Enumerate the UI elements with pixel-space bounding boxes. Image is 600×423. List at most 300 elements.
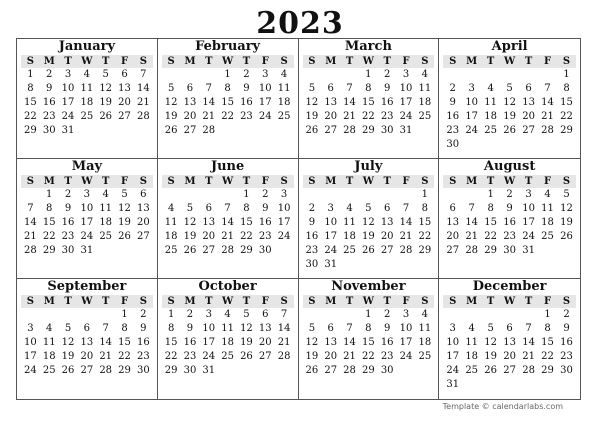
- day-cell: 27: [258, 351, 272, 362]
- month-august: [439, 159, 580, 279]
- day-cell: 1: [487, 189, 494, 200]
- day-cell: 10: [399, 323, 413, 334]
- month-september: [17, 279, 158, 399]
- empty-cell: [21, 308, 40, 322]
- weekday-label: T: [101, 56, 110, 67]
- weekday-label: T: [64, 296, 72, 307]
- weekday-label: T: [383, 296, 391, 307]
- weekday-label: W: [504, 56, 516, 67]
- empty-cell: [96, 308, 115, 322]
- day-cell: 11: [80, 83, 94, 94]
- day-cell: 2: [243, 69, 250, 80]
- weekday-label: T: [64, 56, 72, 67]
- weekday-label: T: [524, 176, 533, 187]
- weekday-label: T: [64, 176, 72, 187]
- day-cell: 9: [506, 203, 513, 214]
- day-cell: 4: [421, 69, 429, 80]
- empty-cell: [443, 188, 462, 202]
- day-cell: 4: [224, 309, 231, 320]
- weekday-label: W: [362, 176, 374, 187]
- day-cell: 2: [449, 83, 456, 94]
- day-cell: 5: [487, 323, 494, 334]
- day-cell: 22: [118, 351, 131, 362]
- empty-cell: [397, 188, 416, 202]
- month-name: February: [195, 39, 261, 54]
- day-cell: 7: [102, 323, 109, 334]
- day-cell: 31: [522, 245, 535, 256]
- day-grid: [162, 308, 294, 378]
- day-cell: 22: [164, 351, 178, 362]
- weekday-label: S: [167, 176, 175, 187]
- empty-cell: [321, 188, 340, 202]
- weekday-label: F: [261, 296, 269, 307]
- day-cell: 20: [446, 231, 460, 242]
- day-cell: 2: [308, 203, 316, 214]
- weekday-header-row: [162, 295, 294, 308]
- weekday-label: S: [562, 176, 571, 187]
- day-cell: 17: [61, 97, 75, 108]
- empty-cell: [303, 308, 322, 322]
- day-cell: 27: [446, 245, 460, 256]
- day-cell: 19: [164, 111, 178, 122]
- day-grid: [162, 188, 294, 258]
- day-cell: 5: [64, 323, 72, 334]
- day-cell: 2: [64, 189, 72, 200]
- day-cell: 8: [365, 323, 372, 334]
- day-cell: 13: [118, 83, 131, 94]
- weekday-label: F: [120, 56, 129, 67]
- day-cell: 9: [449, 97, 456, 108]
- day-cell: 12: [362, 217, 375, 228]
- day-cell: 1: [365, 309, 372, 320]
- weekday-label: F: [543, 296, 552, 307]
- day-grid: [443, 68, 576, 152]
- day-cell: 10: [465, 97, 479, 108]
- day-cell: 8: [46, 203, 53, 214]
- weekday-label: S: [280, 296, 288, 307]
- day-cell: 25: [164, 245, 178, 256]
- day-cell: 19: [362, 231, 375, 242]
- day-cell: 4: [46, 323, 53, 334]
- weekday-label: F: [402, 176, 410, 187]
- day-cell: 4: [102, 189, 109, 200]
- weekday-label: M: [43, 296, 55, 307]
- weekday-label: M: [184, 176, 196, 187]
- day-cell: 25: [221, 351, 234, 362]
- day-cell: 21: [522, 351, 535, 362]
- day-cell: 19: [305, 351, 319, 362]
- weekday-label: S: [308, 56, 316, 67]
- day-cell: 16: [446, 111, 460, 122]
- day-cell: 29: [24, 125, 37, 136]
- weekday-label: S: [449, 296, 457, 307]
- empty-cell: [462, 68, 481, 82]
- day-cell: 23: [305, 245, 319, 256]
- day-cell: 21: [202, 111, 216, 122]
- month-name: June: [210, 159, 245, 174]
- day-cell: 13: [183, 97, 197, 108]
- day-cell: 23: [380, 111, 394, 122]
- day-cell: 22: [418, 231, 432, 242]
- weekday-label: M: [466, 296, 478, 307]
- weekday-header-row: [443, 295, 576, 308]
- day-cell: 23: [560, 351, 573, 362]
- day-cell: 26: [362, 245, 375, 256]
- day-cell: 24: [522, 231, 535, 242]
- day-cell: 6: [327, 83, 334, 94]
- weekday-header-row: [303, 295, 435, 308]
- day-cell: 27: [183, 125, 197, 136]
- weekday-label: T: [345, 176, 354, 187]
- day-cell: 31: [80, 245, 94, 256]
- weekday-header-row: [162, 175, 294, 188]
- day-cell: 18: [164, 231, 178, 242]
- day-cell: 18: [418, 337, 432, 348]
- day-cell: 17: [24, 351, 37, 362]
- day-cell: 3: [525, 189, 532, 200]
- day-cell: 3: [205, 309, 212, 320]
- day-cell: 21: [277, 337, 291, 348]
- weekday-label: W: [504, 176, 516, 187]
- day-cell: 15: [418, 217, 432, 228]
- day-cell: 6: [121, 69, 128, 80]
- day-cell: 13: [446, 217, 460, 228]
- weekday-label: S: [562, 296, 571, 307]
- day-cell: 12: [560, 203, 573, 214]
- day-cell: 28: [343, 125, 356, 136]
- day-cell: 20: [183, 111, 197, 122]
- day-cell: 24: [24, 365, 37, 376]
- day-cell: 5: [102, 69, 109, 80]
- day-cell: 26: [560, 231, 573, 242]
- day-cell: 12: [484, 337, 498, 348]
- month-name: July: [354, 159, 383, 174]
- month-july: [299, 159, 440, 279]
- day-cell: 23: [258, 231, 272, 242]
- day-cell: 9: [64, 203, 72, 214]
- day-cell: 6: [140, 189, 147, 200]
- day-cell: 7: [402, 203, 410, 214]
- empty-cell: [340, 68, 359, 82]
- day-cell: 6: [205, 203, 212, 214]
- day-cell: 2: [384, 69, 391, 80]
- day-cell: 30: [183, 365, 197, 376]
- weekday-header-row: [443, 55, 576, 68]
- day-cell: 14: [277, 323, 291, 334]
- day-cell: 15: [42, 217, 56, 228]
- day-cell: 1: [27, 69, 34, 80]
- day-cell: 16: [183, 337, 197, 348]
- weekday-label: M: [325, 176, 337, 187]
- day-cell: 27: [324, 125, 338, 136]
- day-cell: 16: [136, 337, 150, 348]
- day-cell: 1: [365, 69, 372, 80]
- day-grid: [21, 68, 153, 138]
- weekday-header-row: [443, 175, 576, 188]
- day-cell: 11: [343, 217, 356, 228]
- month-name: December: [472, 279, 547, 294]
- weekday-label: W: [81, 56, 93, 67]
- month-march: [299, 39, 440, 159]
- day-cell: 9: [140, 323, 147, 334]
- weekday-label: S: [280, 56, 288, 67]
- day-cell: 26: [61, 365, 75, 376]
- empty-cell: [40, 308, 59, 322]
- day-cell: 14: [24, 217, 37, 228]
- day-cell: 5: [563, 189, 570, 200]
- weekday-label: W: [81, 296, 93, 307]
- weekday-header-row: [21, 295, 153, 308]
- day-cell: 20: [503, 351, 516, 362]
- day-cell: 28: [136, 111, 150, 122]
- day-cell: 26: [118, 231, 131, 242]
- day-cell: 29: [418, 245, 432, 256]
- day-cell: 31: [399, 125, 413, 136]
- day-cell: 14: [202, 97, 216, 108]
- weekday-label: F: [402, 56, 410, 67]
- day-cell: 2: [506, 189, 513, 200]
- day-cell: 6: [83, 323, 91, 334]
- day-cell: 25: [465, 365, 479, 376]
- day-cell: 29: [42, 245, 56, 256]
- day-cell: 6: [449, 203, 456, 214]
- empty-cell: [303, 68, 322, 82]
- day-cell: 17: [399, 97, 413, 108]
- weekday-label: T: [242, 296, 251, 307]
- day-cell: 23: [240, 111, 253, 122]
- day-cell: 20: [324, 111, 338, 122]
- weekday-label: M: [184, 296, 196, 307]
- day-cell: 14: [221, 217, 234, 228]
- day-cell: 14: [99, 337, 113, 348]
- day-cell: 13: [202, 217, 216, 228]
- day-cell: 1: [224, 69, 231, 80]
- day-cell: 20: [324, 351, 338, 362]
- weekday-header-row: [162, 55, 294, 68]
- day-cell: 22: [24, 111, 37, 122]
- day-cell: 24: [258, 111, 272, 122]
- day-cell: 5: [365, 203, 372, 214]
- day-cell: 21: [465, 231, 479, 242]
- day-cell: 4: [544, 189, 551, 200]
- day-cell: 17: [258, 97, 272, 108]
- empty-cell: [162, 188, 181, 202]
- day-cell: 2: [186, 309, 194, 320]
- day-cell: 7: [525, 323, 532, 334]
- day-cell: 20: [136, 217, 150, 228]
- day-cell: 29: [118, 365, 131, 376]
- month-name: April: [491, 39, 528, 54]
- day-cell: 16: [503, 217, 516, 228]
- day-cell: 6: [506, 323, 513, 334]
- weekday-label: S: [167, 296, 175, 307]
- empty-cell: [181, 68, 200, 82]
- day-cell: 4: [468, 323, 475, 334]
- day-cell: 6: [384, 203, 391, 214]
- day-cell: 24: [446, 365, 460, 376]
- day-cell: 15: [362, 337, 375, 348]
- day-cell: 25: [484, 125, 498, 136]
- day-cell: 17: [324, 231, 338, 242]
- day-cell: 16: [61, 217, 75, 228]
- weekday-label: T: [205, 296, 213, 307]
- day-cell: 13: [503, 337, 516, 348]
- day-cell: 16: [258, 217, 272, 228]
- day-cell: 22: [362, 351, 375, 362]
- day-cell: 27: [380, 245, 394, 256]
- day-cell: 1: [544, 309, 551, 320]
- weekday-label: T: [383, 56, 391, 67]
- day-cell: 4: [167, 203, 175, 214]
- day-cell: 25: [418, 351, 432, 362]
- day-cell: 18: [418, 97, 432, 108]
- day-cell: 6: [186, 83, 194, 94]
- day-cell: 30: [305, 259, 319, 270]
- day-cell: 21: [399, 231, 413, 242]
- day-cell: 17: [522, 217, 535, 228]
- weekday-label: T: [345, 296, 354, 307]
- empty-cell: [303, 188, 322, 202]
- weekday-label: S: [421, 296, 429, 307]
- day-cell: 30: [503, 245, 516, 256]
- day-cell: 15: [484, 217, 498, 228]
- day-cell: 4: [346, 203, 353, 214]
- day-cell: 19: [183, 231, 197, 242]
- day-cell: 3: [64, 69, 72, 80]
- day-cell: 15: [240, 217, 253, 228]
- template-credit: Template © calendarlabs.com: [442, 402, 563, 411]
- day-cell: 8: [563, 83, 570, 94]
- day-cell: 10: [258, 83, 272, 94]
- day-cell: 4: [280, 69, 288, 80]
- day-cell: 23: [61, 231, 75, 242]
- empty-cell: [519, 308, 538, 322]
- day-cell: 24: [80, 231, 94, 242]
- day-cell: 24: [202, 351, 216, 362]
- day-cell: 9: [262, 203, 269, 214]
- empty-cell: [481, 308, 500, 322]
- day-cell: 11: [277, 83, 291, 94]
- day-cell: 10: [24, 337, 37, 348]
- day-cell: 3: [449, 323, 456, 334]
- day-cell: 9: [384, 323, 391, 334]
- weekday-label: T: [524, 56, 533, 67]
- day-cell: 18: [99, 217, 113, 228]
- day-cell: 17: [465, 111, 479, 122]
- month-name: May: [71, 159, 103, 174]
- day-cell: 29: [362, 125, 375, 136]
- empty-cell: [321, 68, 340, 82]
- weekday-label: S: [308, 176, 316, 187]
- weekday-label: T: [345, 56, 354, 67]
- month-name: January: [58, 39, 116, 54]
- day-cell: 5: [506, 83, 513, 94]
- day-cell: 23: [42, 111, 56, 122]
- weekday-label: S: [308, 296, 316, 307]
- day-cell: 15: [541, 337, 554, 348]
- day-cell: 9: [308, 217, 316, 228]
- day-cell: 4: [421, 309, 429, 320]
- day-cell: 1: [563, 69, 570, 80]
- empty-cell: [181, 188, 200, 202]
- day-cell: 29: [362, 365, 375, 376]
- day-cell: 28: [99, 365, 113, 376]
- month-name: November: [331, 279, 406, 294]
- day-cell: 14: [541, 97, 554, 108]
- day-cell: 19: [560, 217, 573, 228]
- empty-cell: [443, 308, 462, 322]
- day-cell: 1: [167, 309, 175, 320]
- day-cell: 11: [484, 97, 498, 108]
- empty-cell: [443, 68, 462, 82]
- day-cell: 11: [164, 217, 178, 228]
- day-cell: 13: [324, 97, 338, 108]
- weekday-header-row: [303, 175, 435, 188]
- day-cell: 25: [99, 231, 113, 242]
- day-cell: 19: [305, 111, 319, 122]
- day-cell: 10: [446, 337, 460, 348]
- empty-cell: [218, 188, 237, 202]
- weekday-label: S: [167, 56, 175, 67]
- day-cell: 26: [305, 125, 319, 136]
- day-cell: 17: [202, 337, 216, 348]
- day-cell: 12: [183, 217, 197, 228]
- day-cell: 12: [503, 97, 516, 108]
- day-cell: 3: [402, 309, 410, 320]
- day-cell: 28: [541, 125, 554, 136]
- day-cell: 11: [418, 323, 432, 334]
- month-name: October: [198, 279, 257, 294]
- day-cell: 7: [27, 203, 34, 214]
- day-cell: 29: [240, 245, 253, 256]
- day-cell: 16: [380, 337, 394, 348]
- day-cell: 25: [541, 231, 554, 242]
- weekday-label: F: [120, 176, 129, 187]
- day-cell: 18: [343, 231, 356, 242]
- day-cell: 26: [484, 365, 498, 376]
- day-cell: 7: [346, 83, 353, 94]
- day-grid: [162, 68, 294, 138]
- day-cell: 23: [136, 351, 150, 362]
- day-cell: 29: [164, 365, 178, 376]
- day-grid: [303, 308, 435, 378]
- day-cell: 19: [61, 351, 75, 362]
- day-cell: 25: [42, 365, 56, 376]
- weekday-label: F: [261, 176, 269, 187]
- weekday-header-row: [21, 55, 153, 68]
- month-october: [158, 279, 299, 399]
- day-cell: 28: [522, 365, 535, 376]
- day-cell: 9: [384, 83, 391, 94]
- empty-cell: [462, 308, 481, 322]
- empty-cell: [340, 188, 359, 202]
- empty-cell: [77, 308, 96, 322]
- day-cell: 31: [446, 379, 460, 390]
- day-cell: 3: [327, 203, 334, 214]
- weekday-label: T: [242, 56, 251, 67]
- day-cell: 9: [46, 83, 53, 94]
- empty-cell: [321, 308, 340, 322]
- day-cell: 11: [418, 83, 432, 94]
- day-cell: 11: [541, 203, 554, 214]
- day-cell: 21: [343, 111, 356, 122]
- day-cell: 30: [136, 365, 150, 376]
- day-cell: 30: [380, 125, 394, 136]
- day-cell: 26: [164, 125, 178, 136]
- day-cell: 19: [240, 337, 253, 348]
- day-cell: 28: [221, 245, 234, 256]
- day-cell: 10: [202, 323, 216, 334]
